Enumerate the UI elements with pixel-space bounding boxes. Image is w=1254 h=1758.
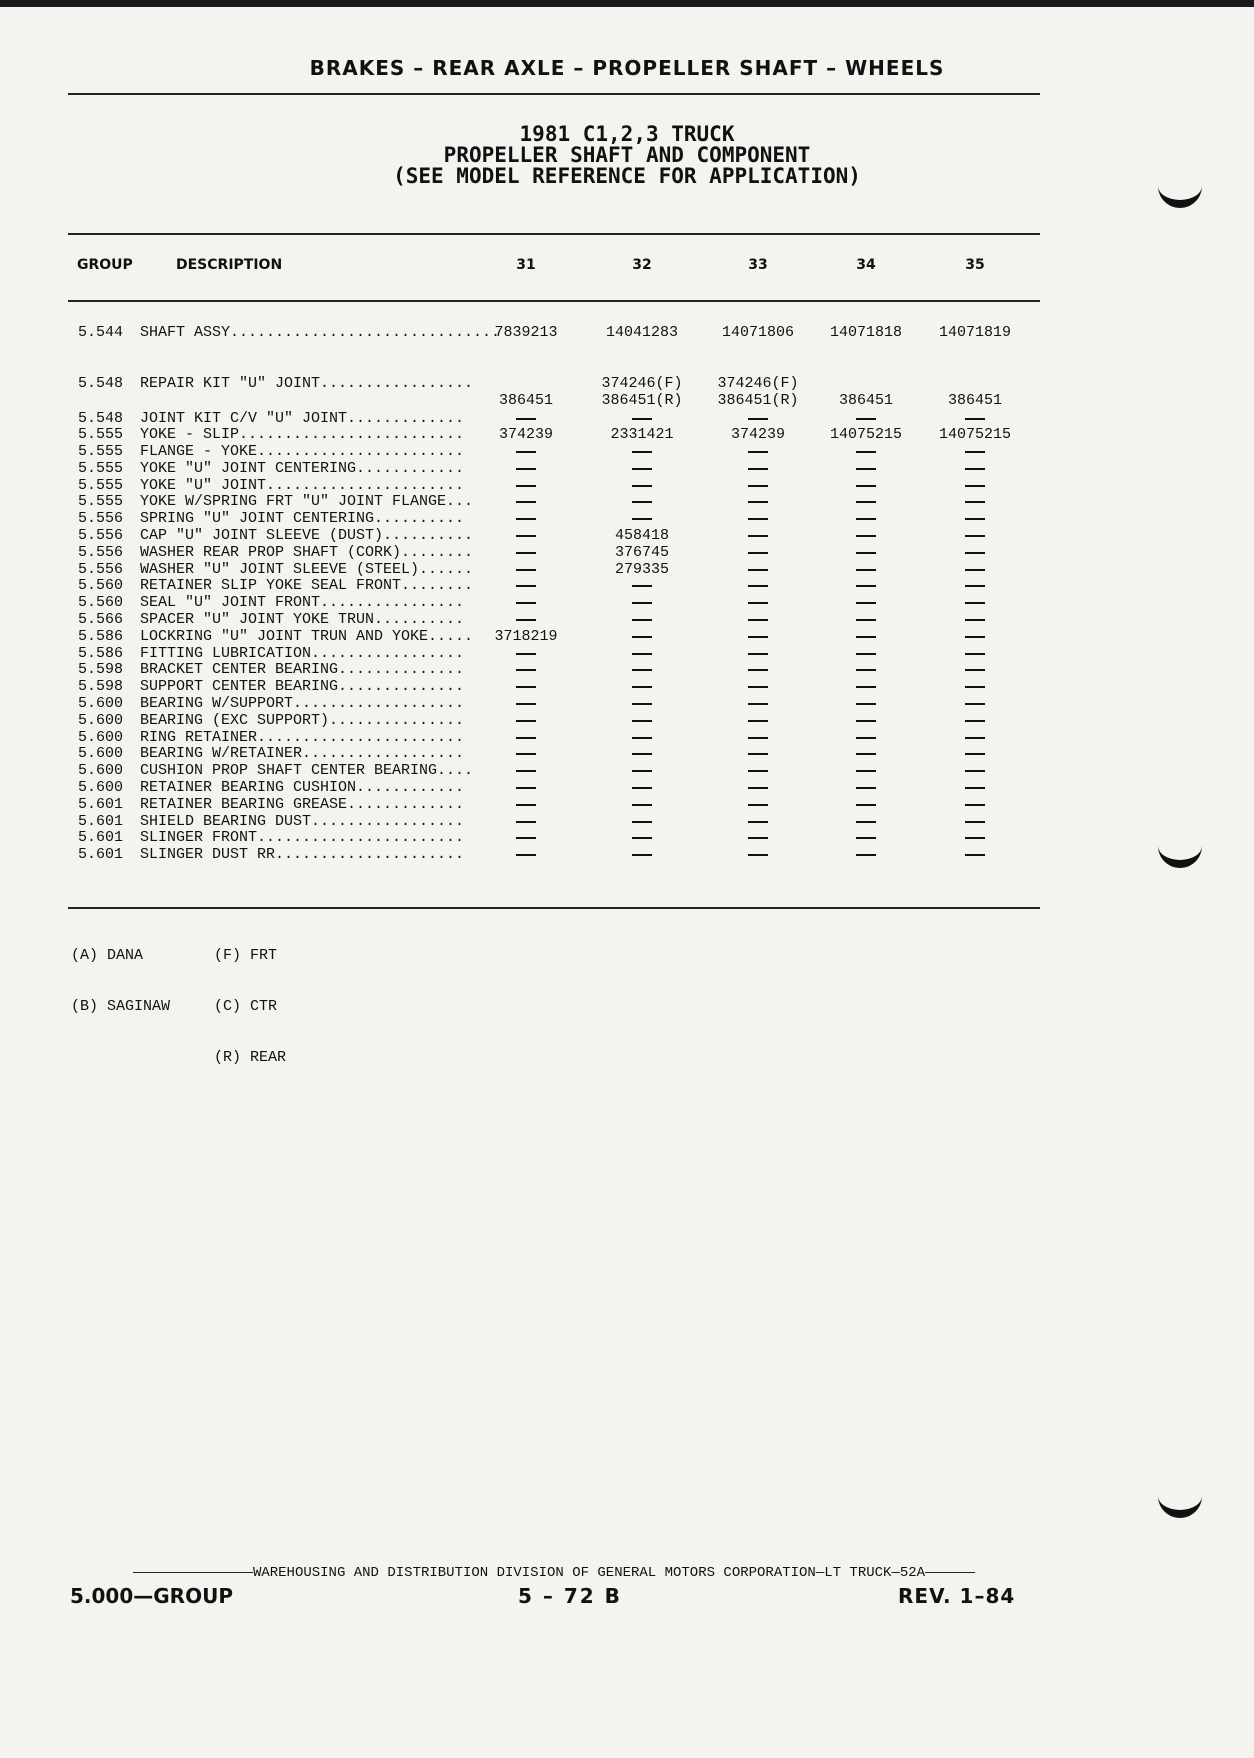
row-description: BEARING (EXC SUPPORT)............... [140, 712, 465, 729]
part-number: 374239 [498, 426, 553, 443]
not-applicable-dash [748, 518, 768, 520]
page-number: 5 – 72 B [518, 1584, 622, 1608]
row-group: 5.601 [78, 813, 124, 830]
divider [68, 93, 1040, 95]
binder-hole-mark [1158, 170, 1202, 208]
row-description: RING RETAINER....................... [140, 729, 465, 746]
not-applicable-dash [965, 720, 985, 722]
not-applicable-dash [856, 451, 876, 453]
row-group: 5.556 [78, 510, 124, 527]
row-description: SLINGER FRONT....................... [140, 829, 465, 846]
not-applicable-dash [748, 686, 768, 688]
not-applicable-dash [516, 854, 536, 856]
not-applicable-dash [748, 552, 768, 554]
not-applicable-dash [516, 418, 536, 420]
not-applicable-dash [856, 737, 876, 739]
row-description: SHIELD BEARING DUST................. [140, 813, 465, 830]
column-header-model: 31 [516, 257, 536, 273]
column-header-model: 35 [965, 257, 985, 273]
not-applicable-dash [748, 485, 768, 487]
footer-rule [133, 1572, 253, 1573]
not-applicable-dash [516, 804, 536, 806]
not-applicable-dash [632, 451, 652, 453]
not-applicable-dash [748, 669, 768, 671]
not-applicable-dash [632, 686, 652, 688]
row-description: REPAIR KIT "U" JOINT................. [140, 375, 474, 392]
legend-item: (A) DANA [71, 947, 144, 964]
part-number: 374246(F) [601, 375, 683, 392]
not-applicable-dash [516, 703, 536, 705]
part-number: 7839213 [494, 324, 558, 341]
row-description: RETAINER SLIP YOKE SEAL FRONT........ [140, 577, 474, 594]
table-bottom-rule [68, 907, 1040, 909]
not-applicable-dash [516, 602, 536, 604]
part-number: 14071806 [721, 324, 794, 341]
not-applicable-dash [632, 518, 652, 520]
row-group: 5.555 [78, 493, 124, 510]
not-applicable-dash [965, 804, 985, 806]
header-rule [68, 300, 1040, 302]
not-applicable-dash [748, 753, 768, 755]
not-applicable-dash [516, 753, 536, 755]
legend-item: (R) REAR [214, 1049, 287, 1066]
not-applicable-dash [516, 837, 536, 839]
row-description: JOINT KIT C/V "U" JOINT............. [140, 410, 465, 427]
row-group: 5.560 [78, 577, 124, 594]
not-applicable-dash [965, 501, 985, 503]
not-applicable-dash [516, 821, 536, 823]
not-applicable-dash [965, 418, 985, 420]
not-applicable-dash [965, 854, 985, 856]
part-number: 14041283 [605, 324, 678, 341]
row-group: 5.600 [78, 779, 124, 796]
not-applicable-dash [632, 737, 652, 739]
not-applicable-dash [516, 653, 536, 655]
not-applicable-dash [965, 770, 985, 772]
row-group: 5.586 [78, 645, 124, 662]
column-header-group: GROUP [77, 257, 133, 273]
not-applicable-dash [748, 703, 768, 705]
not-applicable-dash [856, 535, 876, 537]
not-applicable-dash [965, 585, 985, 587]
not-applicable-dash [856, 653, 876, 655]
part-number: 3718219 [494, 628, 558, 645]
not-applicable-dash [632, 804, 652, 806]
not-applicable-dash [856, 669, 876, 671]
not-applicable-dash [748, 535, 768, 537]
not-applicable-dash [516, 468, 536, 470]
not-applicable-dash [748, 602, 768, 604]
not-applicable-dash [965, 569, 985, 571]
not-applicable-dash [748, 501, 768, 503]
row-group: 5.598 [78, 678, 124, 695]
footer-division-line [68, 1565, 1040, 1581]
part-number: 14071818 [829, 324, 902, 341]
row-group: 5.556 [78, 544, 124, 561]
row-group: 5.555 [78, 426, 124, 443]
not-applicable-dash [516, 569, 536, 571]
row-group: 5.560 [78, 594, 124, 611]
footer-group: 5.000—GROUP [70, 1584, 233, 1608]
row-group: 5.555 [78, 460, 124, 477]
not-applicable-dash [748, 720, 768, 722]
not-applicable-dash [632, 585, 652, 587]
not-applicable-dash [632, 653, 652, 655]
not-applicable-dash [965, 703, 985, 705]
title-block [0, 124, 1254, 187]
part-number: 14075215 [938, 426, 1011, 443]
not-applicable-dash [516, 720, 536, 722]
row-description: RETAINER BEARING CUSHION............ [140, 779, 465, 796]
not-applicable-dash [965, 653, 985, 655]
not-applicable-dash [856, 501, 876, 503]
not-applicable-dash [856, 569, 876, 571]
row-group: 5.600 [78, 695, 124, 712]
not-applicable-dash [748, 653, 768, 655]
row-description: SEAL "U" JOINT FRONT................ [140, 594, 465, 611]
row-description: SLINGER DUST RR..................... [140, 846, 465, 863]
not-applicable-dash [856, 821, 876, 823]
page-header: BRAKES – REAR AXLE – PROPELLER SHAFT – WHEELS [309, 56, 945, 80]
not-applicable-dash [965, 535, 985, 537]
row-group: 5.544 [78, 324, 124, 341]
row-description: WASHER REAR PROP SHAFT (CORK)........ [140, 544, 474, 561]
not-applicable-dash [965, 753, 985, 755]
not-applicable-dash [965, 837, 985, 839]
not-applicable-dash [748, 451, 768, 453]
row-description: CUSHION PROP SHAFT CENTER BEARING.... [140, 762, 474, 779]
footer-rule [925, 1572, 975, 1573]
not-applicable-dash [856, 552, 876, 554]
row-description: CAP "U" JOINT SLEEVE (DUST).......... [140, 527, 474, 544]
not-applicable-dash [856, 636, 876, 638]
not-applicable-dash [516, 552, 536, 554]
part-number: 14075215 [829, 426, 902, 443]
legend-item: (B) SAGINAW [71, 998, 171, 1015]
not-applicable-dash [965, 552, 985, 554]
not-applicable-dash [632, 770, 652, 772]
revision: REV. 1–84 [898, 1584, 1016, 1608]
not-applicable-dash [632, 418, 652, 420]
not-applicable-dash [856, 703, 876, 705]
not-applicable-dash [965, 737, 985, 739]
legend-positions [214, 913, 286, 1083]
not-applicable-dash [748, 585, 768, 587]
not-applicable-dash [632, 485, 652, 487]
not-applicable-dash [856, 837, 876, 839]
binder-hole-mark [1158, 1480, 1202, 1518]
part-number: 386451(R) [717, 392, 799, 409]
row-group: 5.555 [78, 477, 124, 494]
part-number: 386451 [947, 392, 1002, 409]
title-line: 1981 C1,2,3 TRUCK [519, 122, 735, 146]
not-applicable-dash [856, 518, 876, 520]
not-applicable-dash [965, 619, 985, 621]
not-applicable-dash [632, 753, 652, 755]
row-description: SPACER "U" JOINT YOKE TRUN.......... [140, 611, 465, 628]
row-group: 5.600 [78, 762, 124, 779]
row-group: 5.600 [78, 712, 124, 729]
not-applicable-dash [632, 720, 652, 722]
not-applicable-dash [516, 737, 536, 739]
not-applicable-dash [856, 770, 876, 772]
not-applicable-dash [856, 602, 876, 604]
not-applicable-dash [632, 669, 652, 671]
row-description: SPRING "U" JOINT CENTERING.......... [140, 510, 465, 527]
not-applicable-dash [748, 804, 768, 806]
not-applicable-dash [748, 619, 768, 621]
part-number: 386451 [498, 392, 553, 409]
not-applicable-dash [632, 501, 652, 503]
not-applicable-dash [856, 585, 876, 587]
row-description: FLANGE - YOKE....................... [140, 443, 465, 460]
not-applicable-dash [856, 619, 876, 621]
row-group: 5.548 [78, 375, 124, 392]
not-applicable-dash [748, 837, 768, 839]
part-number: 279335 [614, 561, 669, 578]
table-top-rule [68, 233, 1040, 235]
not-applicable-dash [516, 770, 536, 772]
part-number: 2331421 [610, 426, 674, 443]
not-applicable-dash [748, 737, 768, 739]
not-applicable-dash [856, 418, 876, 420]
not-applicable-dash [748, 418, 768, 420]
not-applicable-dash [516, 585, 536, 587]
not-applicable-dash [856, 753, 876, 755]
not-applicable-dash [632, 619, 652, 621]
row-group: 5.566 [78, 611, 124, 628]
not-applicable-dash [748, 854, 768, 856]
not-applicable-dash [965, 669, 985, 671]
legend-suppliers [71, 913, 170, 1032]
row-description: LOCKRING "U" JOINT TRUN AND YOKE..... [140, 628, 474, 645]
row-description: SUPPORT CENTER BEARING.............. [140, 678, 465, 695]
row-description: FITTING LUBRICATION................. [140, 645, 465, 662]
row-description: BEARING W/RETAINER.................. [140, 745, 465, 762]
row-description: YOKE "U" JOINT...................... [140, 477, 465, 494]
not-applicable-dash [965, 636, 985, 638]
not-applicable-dash [748, 770, 768, 772]
part-number: 386451(R) [601, 392, 683, 409]
not-applicable-dash [632, 636, 652, 638]
not-applicable-dash [632, 703, 652, 705]
not-applicable-dash [632, 468, 652, 470]
footer-division: WAREHOUSING AND DISTRIBUTION DIVISION OF GENERAL MOTORS CORPORATION—LT TRUCK—52A [252, 1565, 926, 1581]
not-applicable-dash [632, 837, 652, 839]
not-applicable-dash [748, 636, 768, 638]
row-group: 5.600 [78, 745, 124, 762]
row-group: 5.556 [78, 561, 124, 578]
title-line: (SEE MODEL REFERENCE FOR APPLICATION) [393, 164, 861, 188]
not-applicable-dash [516, 619, 536, 621]
row-group: 5.601 [78, 796, 124, 813]
part-number: 386451 [838, 392, 893, 409]
part-number: 374239 [730, 426, 785, 443]
row-group: 5.600 [78, 729, 124, 746]
column-header-model: 34 [856, 257, 876, 273]
not-applicable-dash [965, 602, 985, 604]
not-applicable-dash [748, 821, 768, 823]
binder-hole-mark [1158, 830, 1202, 868]
legend-item: (C) CTR [214, 998, 278, 1015]
not-applicable-dash [632, 854, 652, 856]
row-description: BRACKET CENTER BEARING.............. [140, 661, 465, 678]
row-description: SHAFT ASSY.............................. [140, 324, 501, 341]
row-group: 5.586 [78, 628, 124, 645]
not-applicable-dash [516, 501, 536, 503]
not-applicable-dash [748, 468, 768, 470]
row-group: 5.601 [78, 846, 124, 863]
row-description: YOKE "U" JOINT CENTERING............ [140, 460, 465, 477]
row-group: 5.556 [78, 527, 124, 544]
not-applicable-dash [516, 686, 536, 688]
not-applicable-dash [748, 787, 768, 789]
part-number: 458418 [614, 527, 669, 544]
not-applicable-dash [856, 804, 876, 806]
not-applicable-dash [516, 451, 536, 453]
not-applicable-dash [516, 669, 536, 671]
column-header-model: 32 [632, 257, 652, 273]
not-applicable-dash [632, 821, 652, 823]
not-applicable-dash [516, 485, 536, 487]
not-applicable-dash [632, 602, 652, 604]
row-group: 5.548 [78, 410, 124, 427]
row-group: 5.601 [78, 829, 124, 846]
not-applicable-dash [965, 468, 985, 470]
not-applicable-dash [856, 720, 876, 722]
row-description: BEARING W/SUPPORT................... [140, 695, 465, 712]
not-applicable-dash [965, 485, 985, 487]
not-applicable-dash [965, 518, 985, 520]
not-applicable-dash [965, 686, 985, 688]
not-applicable-dash [856, 485, 876, 487]
not-applicable-dash [516, 535, 536, 537]
part-number: 374246(F) [717, 375, 799, 392]
legend-item: (F) FRT [214, 947, 278, 964]
row-description: RETAINER BEARING GREASE............. [140, 796, 465, 813]
title-line: PROPELLER SHAFT AND COMPONENT [443, 143, 811, 167]
not-applicable-dash [856, 686, 876, 688]
not-applicable-dash [965, 451, 985, 453]
row-description: WASHER "U" JOINT SLEEVE (STEEL)...... [140, 561, 474, 578]
not-applicable-dash [516, 787, 536, 789]
row-description: YOKE W/SPRING FRT "U" JOINT FLANGE... [140, 493, 474, 510]
row-description: YOKE - SLIP......................... [140, 426, 465, 443]
not-applicable-dash [856, 787, 876, 789]
not-applicable-dash [856, 854, 876, 856]
row-group: 5.555 [78, 443, 124, 460]
not-applicable-dash [516, 518, 536, 520]
top-border [0, 0, 1254, 7]
column-header-model: 33 [748, 257, 768, 273]
part-number: 376745 [614, 544, 669, 561]
not-applicable-dash [965, 821, 985, 823]
part-number: 14071819 [938, 324, 1011, 341]
not-applicable-dash [748, 569, 768, 571]
not-applicable-dash [632, 787, 652, 789]
not-applicable-dash [965, 787, 985, 789]
not-applicable-dash [856, 468, 876, 470]
column-header-description: DESCRIPTION [176, 257, 283, 273]
row-group: 5.598 [78, 661, 124, 678]
